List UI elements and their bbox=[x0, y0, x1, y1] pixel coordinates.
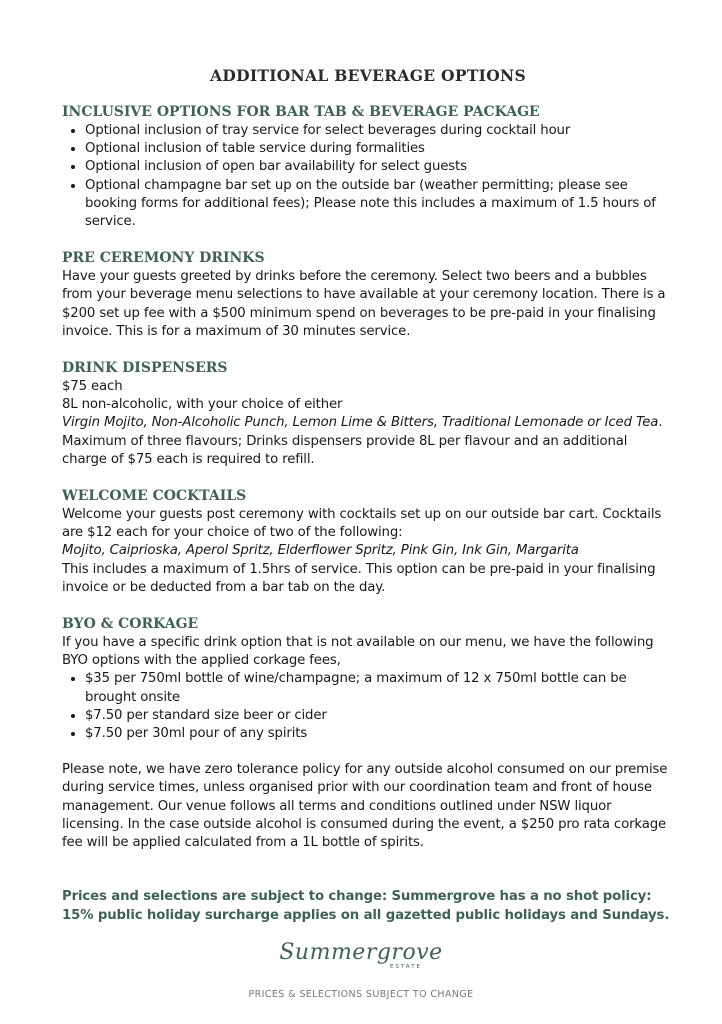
byo-corkage-section bbox=[62, 615, 674, 852]
logo-wordmark: Summergrove bbox=[279, 940, 443, 965]
dispensers-note: Maximum of three flavours; Drinks dispensers provide 8L per flavour and an additional charge of $75 each is required to refill. bbox=[62, 433, 628, 467]
drink-dispensers-section bbox=[62, 359, 674, 469]
pre-ceremony-section bbox=[62, 249, 674, 341]
logo-subtitle: ESTATE bbox=[389, 964, 423, 970]
document-title: ADDITIONAL BEVERAGE OPTIONS bbox=[210, 66, 526, 85]
welcome-cocktails-section bbox=[62, 487, 674, 597]
welcome-note: This includes a maximum of 1.5hrs of service. This option can be pre-paid in your finalising invoice or be deducted from a bar tab on the day. bbox=[62, 561, 656, 595]
list-item: • $7.50 per standard size beer or cider bbox=[85, 707, 674, 725]
dispensers-options-line bbox=[62, 414, 674, 432]
dispensers-price: $75 each bbox=[62, 379, 123, 395]
summergrove-logo bbox=[0, 940, 722, 970]
inclusive-options-section bbox=[62, 103, 674, 231]
pre-ceremony-body: Have your guests greeted by drinks before the ceremony. Select two beers and a bubbles from your beverage menu selections to have available at your ceremony location. There is a $200 set up fee with a $500 minimum spend on beverages to be pre-paid in your finalising invoice. This is for a maximum of 30 minutes service. bbox=[62, 269, 666, 339]
list-item: • Optional inclusion of open bar availability for select guests bbox=[85, 158, 674, 176]
byo-policy: Please note, we have zero tolerance policy for any outside alcohol consumed on our premise during service times, unless organised prior with our coordination team and front of house management. Our venue follows all terms and conditions outlined under NSW liquor licensing. In the case outside alcohol is consumed during the event, a $250 pro rata corkage fee will be applied calculated from a 1L bottle of spirits. bbox=[62, 762, 668, 851]
inclusive-options-heading: INCLUSIVE OPTIONS FOR BAR TAB & BEVERAGE PACKAGE bbox=[62, 104, 540, 120]
list-item: • $7.50 per 30ml pour of any spirits bbox=[85, 725, 674, 743]
welcome-intro: Welcome your guests post ceremony with cocktails set up on our outside bar cart. Cocktails are $12 each for your choice of two of the following: bbox=[62, 507, 662, 541]
welcome-options: Mojito, Caiprioska, Aperol Spritz, Elderflower Spritz, Pink Gin, Ink Gin, Margarita bbox=[62, 543, 579, 559]
document-page bbox=[62, 66, 674, 925]
pricing-notice: Prices and selections are subject to change: Summergrove has a no shot policy: 15% public holiday surcharge applies on all gazetted public holidays and Sundays. bbox=[62, 889, 670, 923]
byo-options-list bbox=[62, 670, 674, 743]
dispensers-intro: 8L non-alcoholic, with your choice of either bbox=[62, 397, 343, 413]
dispensers-options: Virgin Mojito, Non-Alcoholic Punch, Lemon Lime & Bitters, Traditional Lemonade or Iced Tea bbox=[62, 415, 659, 431]
list-item: • Optional inclusion of table service during formalities bbox=[85, 140, 674, 158]
drink-dispensers-heading: DRINK DISPENSERS bbox=[62, 360, 228, 377]
welcome-cocktails-heading: WELCOME COCKTAILS bbox=[62, 488, 247, 505]
list-item: • $35 per 750ml bottle of wine/champagne; a maximum of 12 x 750ml bottle can be brought onsite bbox=[85, 670, 674, 706]
inclusive-options-list bbox=[62, 122, 674, 231]
page-footer: PRICES & SELECTIONS SUBJECT TO CHANGE bbox=[248, 989, 474, 1000]
pre-ceremony-heading: PRE CEREMONY DRINKS bbox=[62, 250, 265, 267]
byo-intro: If you have a specific drink option that is not available on our menu, we have the following BYO options with the applied corkage fees, bbox=[62, 635, 654, 669]
dispensers-options-period: . bbox=[658, 415, 663, 431]
list-item: • Optional inclusion of tray service for select beverages during cocktail hour bbox=[85, 122, 674, 140]
byo-corkage-heading: BYO & CORKAGE bbox=[62, 616, 199, 633]
list-item: • Optional champagne bar set up on the outside bar (weather permitting; please see booking forms for additional fees); Please note this includes a maximum of 1.5 hours of service. bbox=[85, 177, 674, 232]
